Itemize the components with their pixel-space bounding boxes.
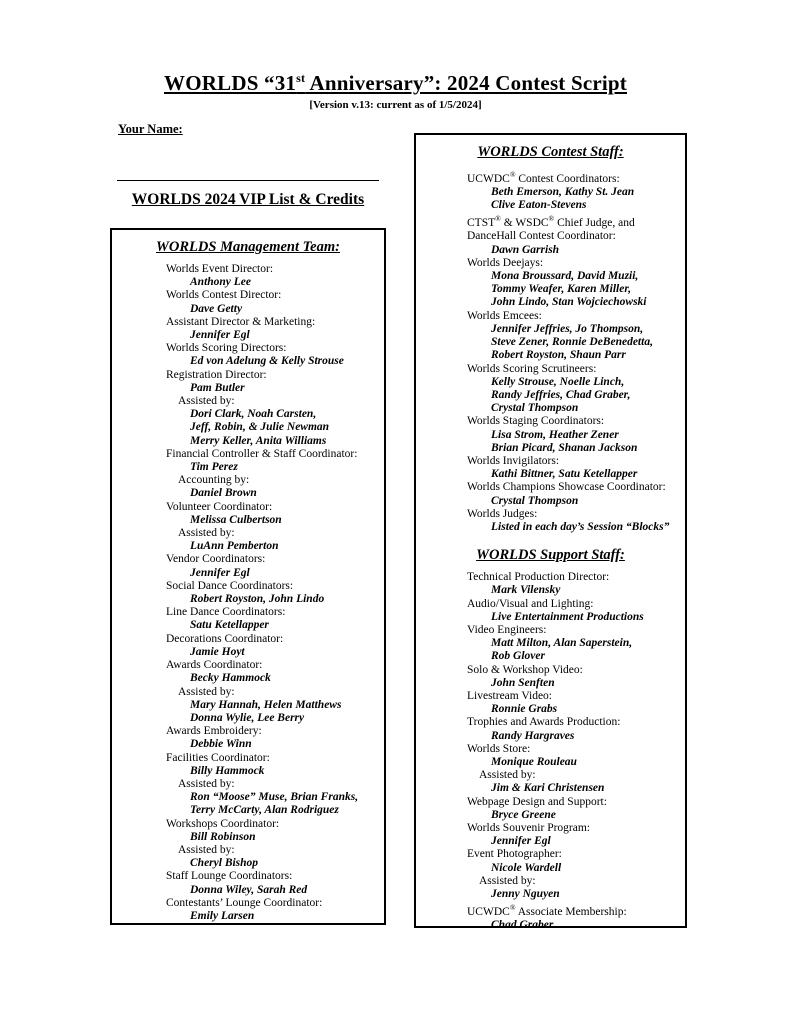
page-title-pre: WORLDS “31 — [164, 71, 297, 95]
person-name: Jennifer Egl — [190, 329, 250, 342]
contest-staff-list — [467, 168, 685, 534]
role-label: Worlds Champions Showcase Coordinator: — [467, 481, 666, 494]
role-label: Video Engineers: — [467, 623, 547, 636]
role-label: Worlds Event Director: — [166, 263, 274, 275]
contest-staff-heading: WORLDS Contest Staff: — [477, 144, 624, 160]
role-label: Workshops Coordinator: — [166, 817, 280, 830]
role-label: Awards Embroidery: — [166, 725, 262, 738]
role-label: UCWDC® Associate Membership: — [467, 903, 627, 919]
role-label: Staff Lounge Coordinators: — [166, 870, 293, 883]
person-name: Cheryl Bishop — [190, 857, 259, 870]
role-label: Vendor Coordinators: — [166, 553, 266, 566]
person-name: Jennifer Egl — [190, 566, 250, 579]
person-name: Listed in each day’s Session “Blocks” — [491, 520, 670, 533]
role-label: Assisted by: — [479, 769, 536, 782]
person-name: Crystal Thompson — [491, 494, 579, 507]
person-name: Satu Ketellapper — [190, 619, 269, 632]
person-name: Jennifer Jeffries, Jo Thompson, — [491, 322, 644, 335]
person-name: Matt Milton, Alan Saperstein, — [491, 637, 633, 650]
role-label: Line Dance Coordinators: — [166, 606, 286, 619]
person-name: Merry Keller, Anita Williams — [190, 434, 327, 447]
person-name: Live Entertainment Productions — [491, 610, 644, 623]
role-label: Facilities Coordinator: — [166, 751, 270, 764]
role-label: Worlds Scoring Directors: — [166, 342, 287, 355]
person-name: Lisa Strom, Heather Zener — [491, 428, 619, 441]
person-name: Steve Zener, Ronnie DeBenedetta, — [491, 336, 653, 349]
person-name: Jamie Hoyt — [190, 645, 245, 658]
person-name: Dawn Garrish — [491, 243, 560, 256]
page-title-post: Anniversary”: 2024 Contest Script — [305, 71, 627, 95]
role-label: Accounting by: — [178, 474, 250, 487]
person-name: Ronnie Grabs — [491, 703, 558, 716]
person-name: Randy Jeffries, Chad Graber, — [491, 388, 631, 401]
person-name: Nicole Wardell — [491, 861, 562, 874]
role-label: Assistant Director & Marketing: — [166, 315, 316, 328]
person-name: Jenny Nguyen — [491, 888, 560, 901]
person-name: Ed von Adelung & Kelly Strouse — [190, 355, 344, 368]
vip-list-heading: WORLDS 2024 VIP List & Credits — [131, 191, 365, 208]
role-label: Worlds Invigilators: — [467, 454, 560, 467]
management-team-box — [110, 228, 386, 925]
role-label: Registration Director: — [166, 368, 267, 381]
role-label: Worlds Emcees: — [467, 309, 542, 322]
person-name: Tim Perez — [190, 461, 238, 474]
role-label: Event Photographer: — [467, 848, 562, 861]
management-team-heading: WORLDS Management Team: — [156, 239, 340, 255]
role-label: Contestants’ Lounge Coordinator: — [166, 896, 323, 909]
role-label: Trophies and Awards Production: — [467, 716, 621, 729]
role-label: Audio/Visual and Lighting: — [467, 597, 594, 610]
person-name: Terry McCarty, Alan Rodriguez — [190, 804, 339, 817]
person-name: Mary Hannah, Helen Matthews — [190, 698, 342, 711]
role-label: Worlds Souvenir Program: — [467, 822, 591, 834]
role-label: Decorations Coordinator: — [166, 632, 284, 645]
role-label: Worlds Contest Director: — [166, 289, 282, 302]
person-name: Tommy Weafer, Karen Miller, — [491, 283, 632, 296]
person-name: Beth Emerson, Kathy St. Jean — [491, 186, 635, 199]
person-name: Bill Robinson — [190, 830, 256, 843]
role-label: CTST® & WSDC® Chief Judge, and — [467, 214, 635, 230]
person-name: Dave Getty — [190, 302, 243, 315]
person-name: Brian Picard, Shanan Jackson — [491, 441, 638, 454]
person-name: Chad Graber — [491, 919, 554, 932]
role-label: UCWDC® Contest Coordinators: — [467, 170, 620, 185]
person-name: Jeff, Robin, & Julie Newman — [190, 421, 330, 434]
person-name: Anthony Lee — [190, 276, 252, 289]
role-label: Solo & Workshop Video: — [467, 663, 583, 676]
role-label: Social Dance Coordinators: — [166, 579, 294, 592]
role-label: Webpage Design and Support: — [467, 795, 607, 808]
person-name: Clive Eaton-Stevens — [491, 199, 587, 212]
role-label: Assisted by: — [178, 843, 235, 856]
role-label: Assisted by: — [178, 527, 235, 540]
person-name: Ron “Moose” Muse, Brian Franks, — [190, 791, 359, 804]
person-name: John Senften — [491, 676, 555, 689]
person-name: Daniel Brown — [190, 487, 257, 500]
person-name: Emily Larsen — [190, 909, 255, 922]
staff-box — [414, 133, 687, 932]
person-name: Donna Wiley, Sarah Red — [190, 883, 308, 896]
version-line: [Version v.13: current as of 1/5/2024] — [309, 99, 482, 111]
person-name: Kathi Bittner, Satu Ketellapper — [491, 468, 638, 481]
role-label: Assisted by: — [178, 395, 235, 408]
role-label: Worlds Scoring Scrutineers: — [467, 362, 597, 375]
person-name: Billy Hammock — [190, 764, 265, 777]
role-label: Worlds Store: — [467, 742, 531, 755]
person-name: Debbie Winn — [190, 738, 252, 751]
person-name: Kelly Strouse, Noelle Linch, — [491, 375, 625, 388]
role-label: Assisted by: — [178, 685, 235, 698]
person-name: Pam Butler — [190, 381, 245, 394]
horizontal-rule — [117, 180, 379, 181]
role-label: Volunteer Coordinator: — [166, 500, 273, 513]
your-name-label: Your Name: — [118, 122, 183, 136]
role-label: Worlds Deejays: — [467, 256, 544, 269]
management-team-list — [166, 263, 384, 923]
person-name: Crystal Thompson — [491, 402, 579, 415]
person-name: Robert Royston, Shaun Parr — [491, 349, 626, 362]
person-name: Dori Clark, Noah Carsten, — [190, 408, 317, 421]
role-label: Livestream Video: — [467, 689, 553, 702]
role-label: Worlds Staging Coordinators: — [467, 415, 605, 428]
person-name: LuAnn Pemberton — [190, 540, 279, 553]
support-staff-heading: WORLDS Support Staff: — [476, 547, 625, 564]
person-name: Becky Hammock — [190, 672, 271, 685]
role-label: Worlds Judges: — [467, 507, 538, 520]
person-name: Donna Wylie, Lee Berry — [190, 711, 305, 724]
person-name: Randy Hargraves — [491, 729, 575, 742]
person-name: Bryce Greene — [491, 808, 556, 821]
role-label: Technical Production Director: — [467, 571, 610, 584]
support-staff-list — [467, 571, 685, 932]
person-name: Jim & Kari Christensen — [491, 782, 605, 795]
person-name: Melissa Culbertson — [190, 513, 282, 526]
person-name: Mona Broussard, David Muzii, — [491, 270, 639, 283]
role-label: Assisted by: — [479, 874, 536, 887]
person-name: Jennifer Egl — [491, 835, 551, 848]
role-label: Awards Coordinator: — [166, 659, 263, 672]
page-title — [0, 71, 791, 96]
role-label: Financial Controller & Staff Coordinator: — [166, 447, 358, 460]
page-title-superscript: st — [296, 71, 306, 85]
person-name: Rob Glover — [491, 650, 545, 663]
person-name: Mark Vilensky — [491, 584, 561, 597]
role-label: Assisted by: — [178, 777, 235, 790]
person-name: Robert Royston, John Lindo — [190, 593, 325, 606]
person-name: Monique Rouleau — [491, 755, 577, 768]
person-name: John Lindo, Stan Wojciechowski — [491, 296, 647, 309]
role-label: DanceHall Contest Coordinator: — [467, 230, 616, 243]
